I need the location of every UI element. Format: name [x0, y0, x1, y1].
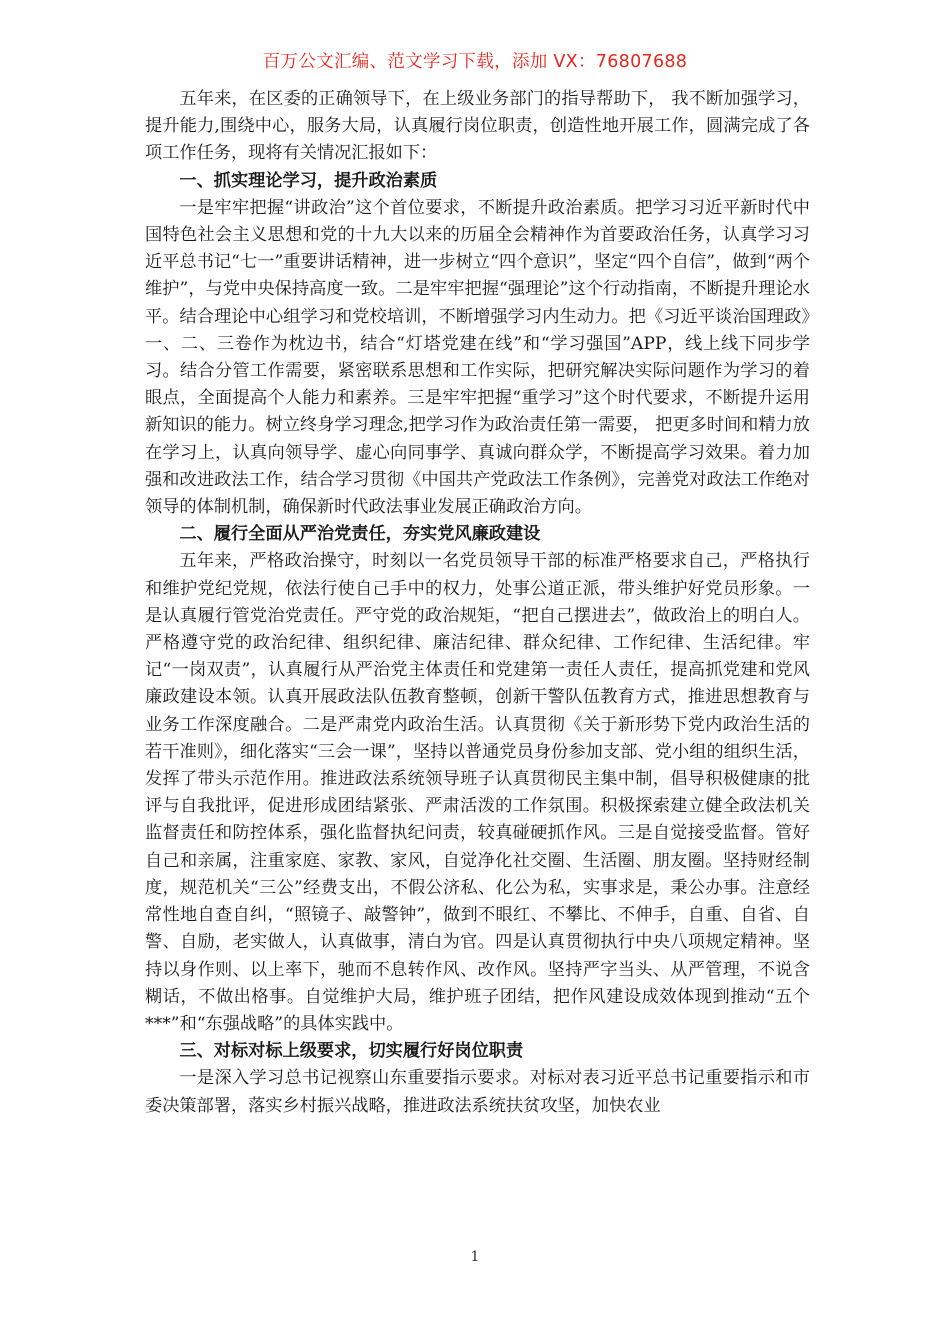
- section-1-heading: 一、抓实理论学习，提升政治素质: [179, 170, 438, 191]
- page-number: 1: [470, 1249, 480, 1265]
- section-2-paragraph: 五年来，严格政治操守，时刻以一名党员领导干部的标准严格要求自己，严格执行和维护党纪党规，依法行使自己手中的权力，处事公道正派，带头维护好党员形象。一是认真履行管党治党责任。严守党的政治规矩，“把自己摆进去”，做政治上的明白人。严格遵守党的政治纪律、组织纪律、廉洁纪律、群众纪律、工作纪律、生活纪律。牢记“一岗双责”，认真履行从严治党主体责任和党建第一责任人责任，提高抓党建和党风廉政建设本领。认真开展政法队伍教育整顿，创新干警队伍教育方式，推进思想教育与业务工作深度融合。二是严肃党内政治生活。认真贯彻《关于新形势下党内政治生活的若干准则》，细化落实“三会一课”，坚持以普通党员身份参加支部、党小组的组织生活，发挥了带头示范作用。推进政法系统领导班子认真贯彻民主集中制，倡导积极健康的批评与自我批评，促进形成团结紧张、严肃活泼的工作氛围。积极探索建立健全政法机关监督责任和防控体系，强化监督执纪问责，较真碰硬抓作风。三是自觉接受监督。管好自己和亲属，注重家庭、家教、家风，自觉净化社交圈、生活圈、朋友圈。坚持财经制度，规范机关“三公”经费支出，不假公济私、化公为私，实事求是，秉公办事。注意经常性地自查自纠，“照镜子、敲警钟”，做到不眼红、不攀比、不伸手，自重、自省、自警、自励，老实做人，认真做事，清白为官。四是认真贯彻执行中央八项规定精神。坚持以身作则、以上率下，驰而不息转作风、改作风。坚持严字当头、从严管理，不说含糊话，不做出格事。自觉维护大局，维护班子团结，把作风建设成效体现到推动“五个***”和“东强战略”的具体实践中。: [145, 551, 810, 1034]
- intro-paragraph: 五年来，在区委的正确领导下，在上级业务部门的指导帮助下， 我不断加强学习，提升能力,围绕中心，服务大局，认真履行岗位职责，创造性地开展工作，圆满完成了各项工作任务，现将有关情况汇报如下：: [145, 89, 810, 164]
- section-2-heading: 二、履行全面从严治党责任，夯实党风廉政建设: [179, 524, 541, 545]
- watermark-banner: 百万公文汇编、范文学习下载，添加 VX：76807688: [262, 52, 688, 72]
- section-3-paragraph: 一是深入学习总书记视察山东重要指示要求。对标对表习近平总书记重要指示和市委决策部署，落实乡村振兴战略，推进政法系统扶贫攻坚，加快农业: [145, 1068, 810, 1116]
- document-body: [145, 86, 810, 1120]
- section-3-heading: 三、对标对标上级要求，切实履行好岗位职责: [179, 1041, 524, 1062]
- section-1-paragraph: 一是牢牢把握“讲政治”这个首位要求，不断提升政治素质。把学习习近平新时代中国特色社会主义思想和党的十九大以来的历届全会精神作为首要政治任务，认真学习习近平总书记“七一”重要讲话精神，进一步树立“四个意识”，坚定“四个自信”，做到“两个维护”，与党中央保持高度一致。二是牢牢把握“强理论”这个行动指南，不断提升理论水平。结合理论中心组学习和党校培训，不断增强学习内生动力。把《习近平谈治国理政》一、二、三卷作为枕边书，结合“灯塔党建在线”和“学习强国”APP，线上线下同步学习。结合分管工作需要，紧密联系思想和工作实际，把研究解决实际问题作为学习的着眼点，全面提高个人能力和素养。三是牢牢把握“重学习”这个时代要求，不断提升运用新知识的能力。树立终身学习理念,把学习作为政治责任第一需要， 把更多时间和精力放在学习上，认真向领导学、虚心向同事学、真诚向群众学，不断提高学习效果。着力加强和改进政法工作，结合学习贯彻《中国共产党政法工作条例》，完善党对政法工作绝对领导的体制机制，确保新时代政法事业发展正确政治方向。: [145, 197, 810, 518]
